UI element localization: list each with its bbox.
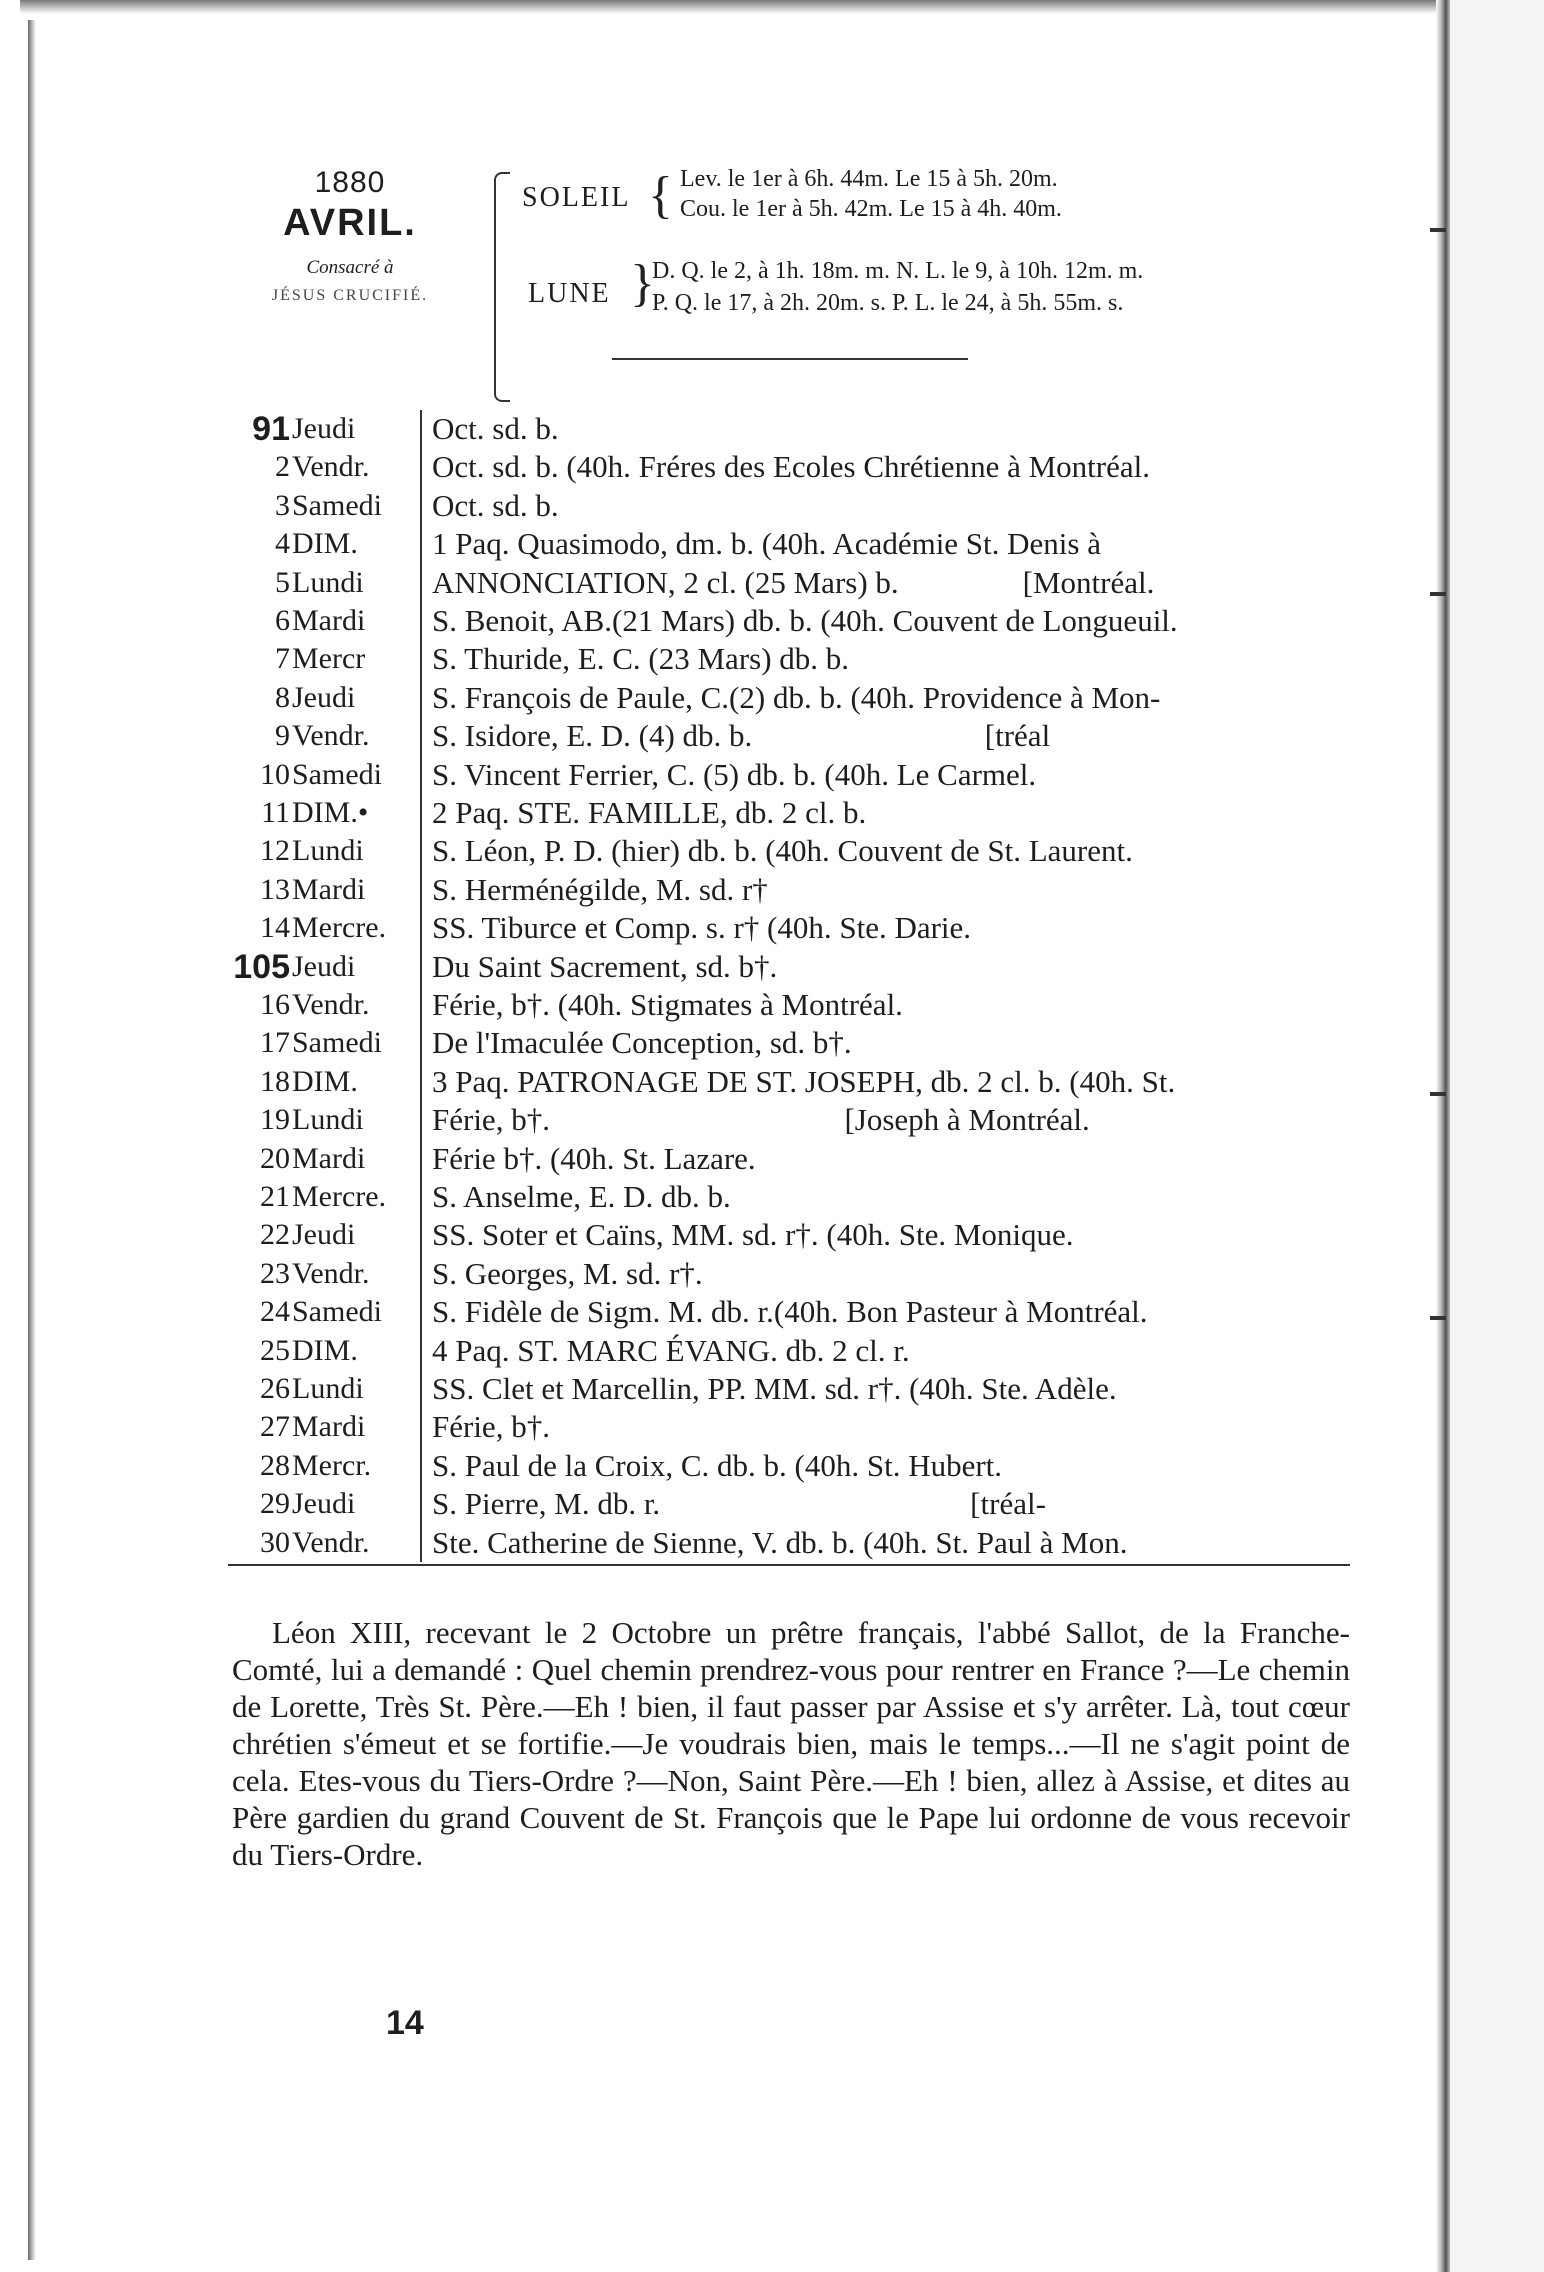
feast-entry: S. Pierre, M. db. r. [tréal- [432,1486,1046,1522]
moon-phases-1: D. Q. le 2, à 1h. 18m. m. N. L. le 9, à 10h. 12m. m. [652,258,1144,284]
feast-entry: ANNONCIATION, 2 cl. (25 Mars) b. [Montréal. [432,564,1155,600]
feast-entry: S. Thuride, E. C. (23 Mars) db. b. [432,641,850,677]
day-number: 4 [275,527,290,561]
header-rule [612,358,968,360]
day-number: 24 [260,1295,290,1329]
calendar-row [0,564,1440,602]
day-number: 17 [260,1026,290,1060]
day-name: DIM. [292,1333,358,1367]
day-name: Samedi [292,1026,382,1060]
day-number: 19 [260,1103,290,1137]
calendar-row [0,487,1440,525]
day-number: 13 [260,872,290,906]
day-name: Jeudi [292,412,356,445]
feast-entry: SS. Soter et Caïns, MM. sd. r†. (40h. Ste. Monique. [432,1217,1074,1253]
calendar-row [0,1408,1440,1446]
day-name: Mardi [292,872,366,906]
calendar-row [0,1101,1440,1139]
calendar-row [0,909,1440,947]
feast-entry: 3 Paq. PATRONAGE DE ST. JOSEPH, db. 2 cl. b. (40h. St. [432,1063,1176,1099]
calendar-row [0,1178,1440,1216]
feast-entry: S. Fidèle de Sigm. M. db. r.(40h. Bon Pasteur à Montréal. [432,1294,1148,1330]
day-name: Vendr. [292,988,370,1021]
feast-entry: De l'Imaculée Conception, sd. b†. [432,1025,852,1061]
day-name: Mardi [292,1410,366,1444]
moon-brace: } [630,255,655,312]
feast-entry: Férie, b†. (40h. Stigmates à Montréal. [432,987,903,1022]
dedication: Consacré à [306,257,394,278]
day-name: Samedi [292,757,382,791]
sun-set: Cou. le 1er à 5h. 42m. Le 15 à 4h. 40m. [680,196,1062,222]
sun-rise: Lev. le 1er à 6h. 44m. Le 15 à 5h. 20m. [680,166,1058,192]
dedication-to: JÉSUS CRUCIFIÉ. [271,287,429,304]
day-name: Mercre. [292,1180,387,1213]
day-number: 21 [260,1180,290,1213]
sun-brace: { [648,167,673,224]
day-number: 20 [260,1141,290,1175]
day-name: Samedi [292,488,382,522]
day-name: Vendr. [292,719,370,753]
feast-entry: S. François de Paule, C.(2) db. b. (40h. Providence à Mon- [432,679,1161,715]
day-name: Mardi [292,604,366,637]
day-number: 26 [260,1372,290,1405]
calendar-row [0,1255,1440,1293]
day-number: 22 [260,1218,290,1252]
day-name: Jeudi [292,1218,356,1252]
feast-entry: S. Paul de la Croix, C. db. b. (40h. St. Hubert. [432,1447,1003,1483]
day-name: Lundi [292,1103,364,1137]
day-number: 11 [261,796,290,829]
day-name: Lundi [292,565,364,599]
calendar-row [0,679,1440,717]
edge-tick [1430,228,1446,232]
calendar-row [0,1140,1440,1178]
feast-entry: Oct. sd. b. [432,411,559,446]
feast-entry: Oct. sd. b. (40h. Fréres des Ecoles Chrétienne à Montréal. [432,449,1150,485]
feast-entry: S. Léon, P. D. (hier) db. b. (40h. Couvent de St. Laurent. [432,833,1133,869]
calendar-row [0,640,1440,678]
day-name: DIM. [292,1064,358,1098]
calendar-row [0,525,1440,563]
day-number: 7 [275,642,290,676]
feast-entry: Férie, b†. [432,1409,550,1445]
day-number: 2 [275,450,290,484]
calendar-row [0,1332,1440,1370]
calendar-row [0,756,1440,794]
day-number: 9 [275,719,290,753]
day-number: 3 [275,488,290,522]
day-name: Lundi [292,1372,364,1405]
feast-entry: 4 Paq. ST. MARC ÉVANG. db. 2 cl. r. [432,1332,910,1368]
day-name: Lundi [292,834,364,868]
day-name: Mercre. [292,911,387,945]
day-number: 18 [260,1064,290,1098]
day-name: Mercr [292,642,366,676]
moon-phases-2: P. Q. le 17, à 2h. 20m. s. P. L. le 24, à 5h. 55m. s. [652,290,1124,316]
header-brace [494,172,510,402]
day-number: 28 [260,1448,290,1482]
page-edge-top [20,0,1440,14]
feast-entry: Du Saint Sacrement, sd. b†. [432,948,778,984]
feast-entry: S. Herménégilde, M. sd. r† [432,871,768,907]
calendar-row [0,832,1440,870]
feast-entry: Férie, b†. [Joseph à Montréal. [432,1102,1090,1138]
calendar-row [0,602,1440,640]
day-number: 23 [260,1256,290,1290]
calendar-row [0,717,1440,755]
day-number: 6 [275,604,290,637]
calendar-row [0,410,1440,448]
calendar-row [0,1024,1440,1062]
day-name: Jeudi [292,680,356,714]
day-name: Jeudi [292,949,356,983]
calendar-row [0,986,1440,1024]
day-number: 10 [260,757,290,791]
calendar-row [0,871,1440,909]
day-name: DIM.• [292,796,369,829]
page-number: 14 [386,2004,424,2042]
day-name: Mercr. [292,1448,372,1482]
day-name: DIM. [292,527,358,561]
day-name: Vendr. [292,1525,370,1559]
calendar-row [0,794,1440,832]
feast-entry: Ste. Catherine de Sienne, V. db. b. (40h. St. Paul à Mon. [432,1524,1128,1560]
calendar-row [0,1447,1440,1485]
day-number: 25 [260,1333,290,1367]
year: 1880 [314,166,386,199]
calendar-row [0,1524,1440,1562]
day-number: 105 [233,947,290,986]
calendar-bottom-rule [228,1564,1350,1566]
calendar-row [0,1370,1440,1408]
day-number: 29 [260,1487,290,1521]
feast-entry: SS. Tiburce et Comp. s. r† (40h. Ste. Darie. [432,910,972,946]
day-number: 8 [275,680,290,714]
adjacent-page [1450,0,1544,2272]
feast-entry: Férie b†. (40h. St. Lazare. [432,1140,756,1176]
day-name: Samedi [292,1295,382,1329]
sun-label: SOLEIL [522,182,631,213]
day-name: Vendr. [292,450,370,484]
feast-entry: S. Anselme, E. D. db. b. [432,1179,731,1214]
calendar-row [0,1216,1440,1254]
feast-entry: S. Isidore, E. D. (4) db. b. [tréal [432,718,1051,754]
feast-entry: 2 Paq. STE. FAMILLE, db. 2 cl. b. [432,795,867,830]
day-name: Vendr. [292,1256,370,1290]
day-number: 14 [260,911,290,945]
calendar-row [0,948,1440,986]
day-number: 12 [260,834,290,868]
day-number: 30 [260,1525,290,1559]
day-name: Jeudi [292,1487,356,1521]
feast-entry: 1 Paq. Quasimodo, dm. b. (40h. Académie St. Denis à [432,526,1101,562]
calendar-row [0,1063,1440,1101]
day-number: 27 [260,1410,290,1444]
feast-entry: Oct. sd. b. [432,487,559,523]
feast-entry: S. Benoit, AB.(21 Mars) db. b. (40h. Couvent de Longueuil. [432,603,1178,638]
anecdote-paragraph: Léon XIII, recevant le 2 Octobre un prêtre français, l'abbé Sallot, de la Franche-Comté, lui a demandé : Quel chemin prendrez-vous pour rentrer en France ?—Le chemin de Lorette, Très St. Père.—Eh ! bien, il faut passer par Assise et s'y arrêter. Là, tout cœur chrétien s'émeut et se fortifie.—Je voudrais bien, mais le temps...—Il ne s'agit point de cela. Etes-vous du Tiers-Ordre ?—Non, Saint Père.—Eh ! bien, allez à Assise, et dites au Père gardien du grand Couvent de St. François que le Pape lui ordonne de vous recevoir du Tiers-Ordre. [232,1615,1350,1872]
month-heading [230,166,470,305]
feast-entry: SS. Clet et Marcellin, PP. MM. sd. r†. (40h. Ste. Adèle. [432,1371,1117,1406]
calendar-row [0,1293,1440,1331]
day-number: 91 [252,410,290,448]
moon-label: LUNE [528,278,611,309]
feast-entry: S. Vincent Ferrier, C. (5) db. b. (40h. Le Carmel. [432,756,1037,792]
feast-entry: S. Georges, M. sd. r†. [432,1255,703,1291]
calendar-row [0,448,1440,486]
calendar-row [0,1485,1440,1523]
day-number: 16 [260,988,290,1021]
month-title: AVRIL. [283,202,417,244]
day-number: 5 [275,565,290,599]
day-name: Mardi [292,1141,366,1175]
